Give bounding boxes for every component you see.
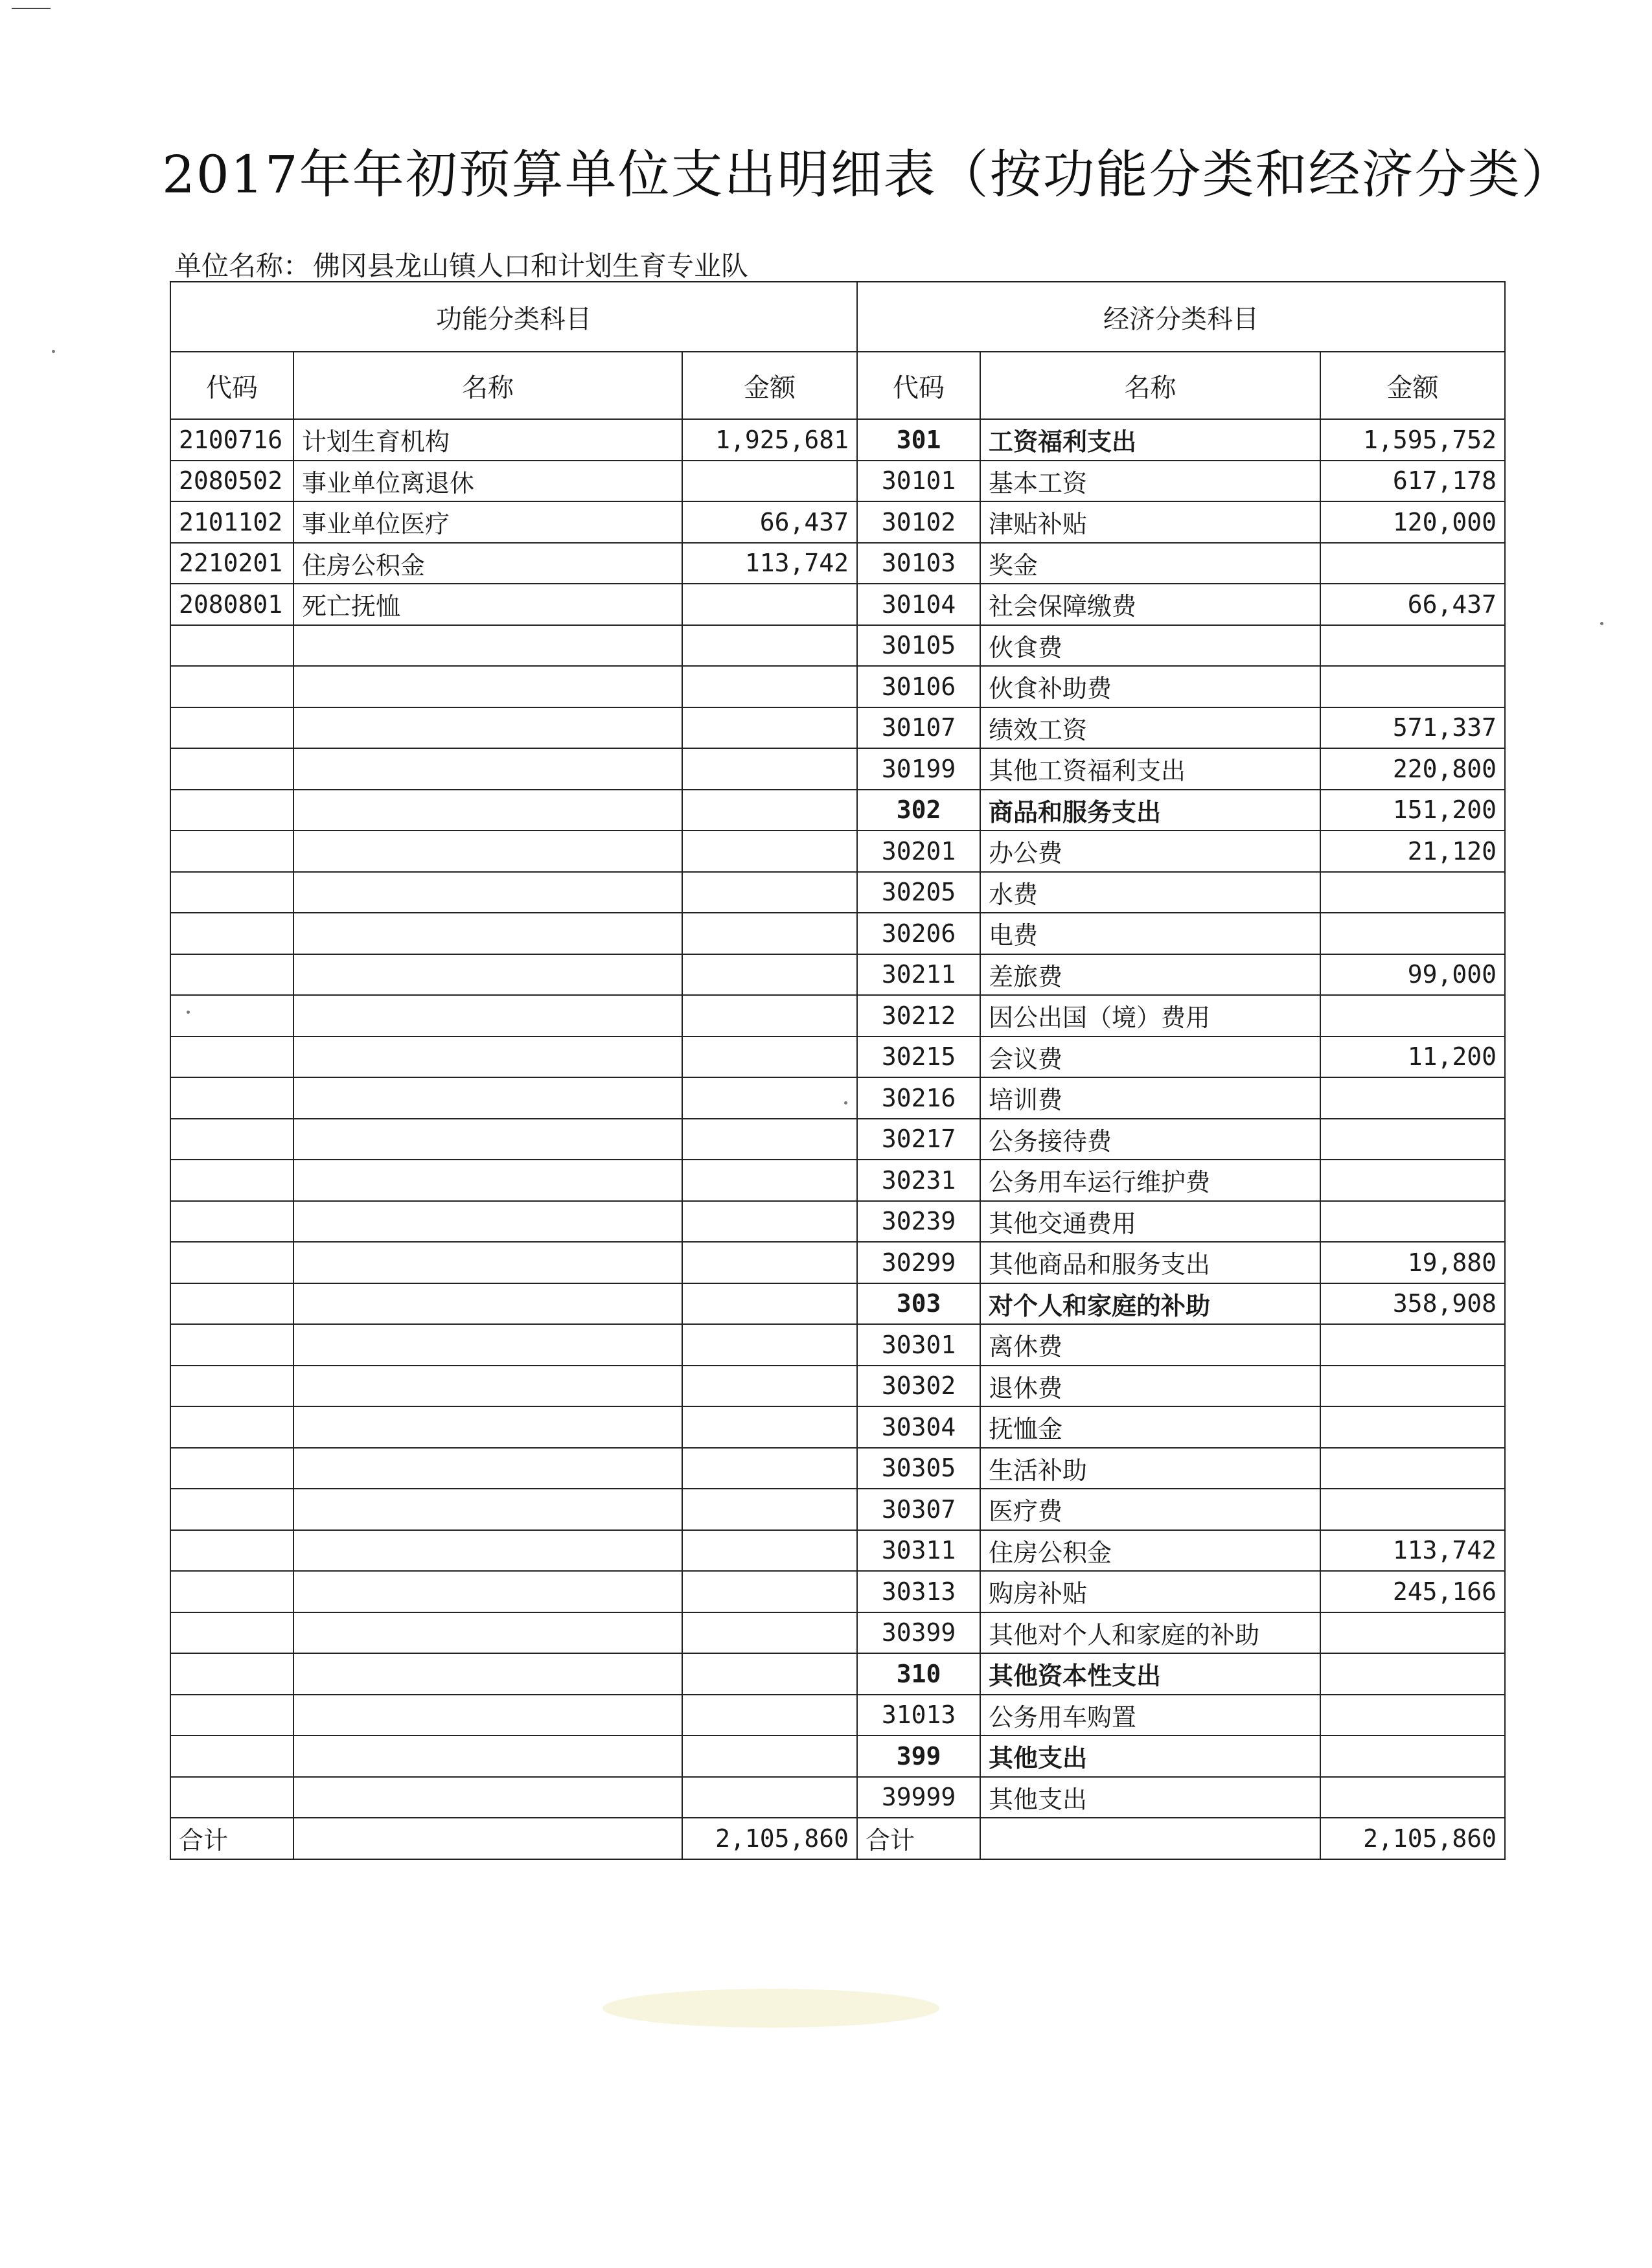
functional-name-cell — [293, 1366, 682, 1407]
functional-amount-cell — [682, 666, 857, 707]
functional-name-cell — [293, 1406, 682, 1448]
table-row — [170, 790, 1505, 831]
functional-amount-cell — [682, 1571, 857, 1612]
economic-name-cell: 办公费 — [980, 830, 1320, 872]
economic-amount-cell: 11,200 — [1320, 1037, 1505, 1078]
functional-name-cell — [293, 1160, 682, 1201]
header-group-row — [170, 282, 1505, 352]
table-row — [170, 1201, 1505, 1243]
economic-amount-cell: 571,337 — [1320, 707, 1505, 749]
table-row — [170, 461, 1505, 502]
functional-code-cell — [170, 1777, 293, 1818]
functional-name-cell — [293, 1530, 682, 1572]
functional-name-cell — [293, 625, 682, 667]
functional-code-cell — [170, 1489, 293, 1530]
table-row — [170, 1735, 1505, 1777]
table-row — [170, 1160, 1505, 1201]
table-row — [170, 1612, 1505, 1654]
functional-name-cell: 事业单位离退休 — [293, 461, 682, 502]
economic-code-cell: 30304 — [857, 1406, 980, 1448]
table-row — [170, 1366, 1505, 1407]
functional-name-cell — [293, 1735, 682, 1777]
economic-name-cell: 差旅费 — [980, 954, 1320, 996]
table-row — [170, 1077, 1505, 1119]
economic-name-cell: 医疗费 — [980, 1489, 1320, 1530]
functional-name-cell — [293, 1324, 682, 1366]
economic-name-cell: 其他商品和服务支出 — [980, 1242, 1320, 1283]
functional-code-cell: 2210201 — [170, 543, 293, 584]
table-row — [170, 1489, 1505, 1530]
economic-amount-cell: 245,166 — [1320, 1571, 1505, 1612]
table-row — [170, 1530, 1505, 1572]
economic-code-cell: 30301 — [857, 1324, 980, 1366]
functional-code-cell — [170, 1242, 293, 1283]
economic-code-cell: 303 — [857, 1283, 980, 1325]
functional-amount-cell — [682, 1201, 857, 1243]
economic-code-cell: 30299 — [857, 1242, 980, 1283]
economic-name-cell: 津贴补贴 — [980, 501, 1320, 543]
scan-speck — [1600, 622, 1603, 625]
table-row — [170, 584, 1505, 625]
functional-amount-cell — [682, 790, 857, 831]
functional-amount-cell — [682, 461, 857, 502]
economic-name-cell: 离休费 — [980, 1324, 1320, 1366]
functional-amount-cell: 66,437 — [682, 501, 857, 543]
economic-amount-cell — [1320, 543, 1505, 584]
functional-amount-cell — [682, 1612, 857, 1654]
table-row — [170, 1571, 1505, 1612]
economic-name-cell: 绩效工资 — [980, 707, 1320, 749]
economic-amount-cell: 1,595,752 — [1320, 419, 1505, 461]
functional-code-header: 代码 — [170, 352, 293, 419]
economic-amount-cell: 66,437 — [1320, 584, 1505, 625]
functional-code-cell — [170, 913, 293, 954]
economic-code-cell: 399 — [857, 1735, 980, 1777]
totals-row — [170, 1818, 1505, 1859]
economic-code-cell: 30101 — [857, 461, 980, 502]
economic-name-cell: 奖金 — [980, 543, 1320, 584]
economic-amount-header: 金额 — [1320, 352, 1505, 419]
economic-name-cell: 其他支出 — [980, 1777, 1320, 1818]
economic-name-cell: 住房公积金 — [980, 1530, 1320, 1572]
functional-amount-cell — [682, 1448, 857, 1489]
functional-amount-cell — [682, 872, 857, 913]
functional-amount-cell — [682, 1406, 857, 1448]
table-row — [170, 954, 1505, 996]
unit-line — [172, 245, 748, 284]
economic-name-cell: 电费 — [980, 913, 1320, 954]
functional-amount-cell — [682, 1530, 857, 1572]
economic-amount-cell — [1320, 913, 1505, 954]
table-row — [170, 666, 1505, 707]
economic-code-cell: 30311 — [857, 1530, 980, 1572]
economic-code-cell: 31013 — [857, 1695, 980, 1736]
functional-amount-cell — [682, 1653, 857, 1695]
functional-code-cell: 2080502 — [170, 461, 293, 502]
page-title: 2017年年初预算单位支出明细表（按功能分类和经济分类） — [162, 144, 1574, 205]
economic-name-cell: 公务接待费 — [980, 1119, 1320, 1160]
table-row — [170, 625, 1505, 667]
functional-code-cell — [170, 748, 293, 790]
economic-name-cell: 抚恤金 — [980, 1406, 1320, 1448]
table-row — [170, 1283, 1505, 1325]
functional-amount-cell — [682, 1324, 857, 1366]
table-row — [170, 748, 1505, 790]
economic-name-cell: 因公出国（境）费用 — [980, 995, 1320, 1037]
economic-amount-cell: 99,000 — [1320, 954, 1505, 996]
economic-code-cell: 30399 — [857, 1612, 980, 1654]
economic-amount-cell: 21,120 — [1320, 830, 1505, 872]
functional-code-cell — [170, 1160, 293, 1201]
functional-code-cell — [170, 1037, 293, 1078]
economic-code-cell: 30305 — [857, 1448, 980, 1489]
functional-code-cell — [170, 1406, 293, 1448]
economic-amount-cell: 617,178 — [1320, 461, 1505, 502]
economic-amount-cell — [1320, 1448, 1505, 1489]
table-row — [170, 1242, 1505, 1283]
functional-code-cell — [170, 1077, 293, 1119]
functional-amount-cell — [682, 1037, 857, 1078]
economic-code-cell: 30217 — [857, 1119, 980, 1160]
functional-amount-cell — [682, 1735, 857, 1777]
functional-amount-cell — [682, 1077, 857, 1119]
functional-code-cell — [170, 707, 293, 749]
functional-code-cell — [170, 1366, 293, 1407]
economic-amount-cell — [1320, 666, 1505, 707]
economic-code-cell: 30102 — [857, 501, 980, 543]
economic-code-cell: 30104 — [857, 584, 980, 625]
economic-name-cell: 工资福利支出 — [980, 419, 1320, 461]
economic-name-cell: 会议费 — [980, 1037, 1320, 1078]
functional-name-cell — [293, 748, 682, 790]
functional-name-cell — [293, 1119, 682, 1160]
unit-name: 佛冈县龙山镇人口和计划生育专业队 — [313, 250, 749, 282]
scan-speck — [52, 350, 55, 353]
economic-name-cell: 其他对个人和家庭的补助 — [980, 1612, 1320, 1654]
functional-code-cell: 2080801 — [170, 584, 293, 625]
economic-name-cell: 购房补贴 — [980, 1571, 1320, 1612]
functional-amount-cell — [682, 1366, 857, 1407]
functional-name-cell — [293, 1077, 682, 1119]
functional-name-cell — [293, 1448, 682, 1489]
economic-code-cell: 30307 — [857, 1489, 980, 1530]
functional-amount-cell — [682, 1242, 857, 1283]
header-column-row — [170, 352, 1505, 419]
functional-code-cell — [170, 1653, 293, 1695]
functional-name-cell — [293, 790, 682, 831]
economic-amount-cell — [1320, 1160, 1505, 1201]
economic-code-cell: 30206 — [857, 913, 980, 954]
economic-code-cell: 30215 — [857, 1037, 980, 1078]
economic-code-cell: 30231 — [857, 1160, 980, 1201]
functional-amount-cell — [682, 625, 857, 667]
functional-code-cell — [170, 995, 293, 1037]
unit-label: 单位名称： — [174, 250, 311, 282]
functional-code-cell — [170, 1324, 293, 1366]
economic-name-cell: 培训费 — [980, 1077, 1320, 1119]
table-row — [170, 1406, 1505, 1448]
functional-code-cell — [170, 872, 293, 913]
functional-amount-cell — [682, 913, 857, 954]
economic-amount-cell: 358,908 — [1320, 1283, 1505, 1325]
functional-amount-cell — [682, 1489, 857, 1530]
functional-name-cell — [293, 954, 682, 996]
table-row — [170, 1324, 1505, 1366]
economic-amount-cell: 113,742 — [1320, 1530, 1505, 1572]
economic-total-label: 合计 — [857, 1818, 980, 1859]
economic-amount-cell — [1320, 1366, 1505, 1407]
economic-name-cell: 公务用车购置 — [980, 1695, 1320, 1736]
functional-name-cell — [293, 1489, 682, 1530]
economic-name-cell: 其他交通费用 — [980, 1201, 1320, 1243]
functional-code-cell: 2101102 — [170, 501, 293, 543]
scan-smudge — [602, 1989, 939, 2028]
economic-amount-cell: 19,880 — [1320, 1242, 1505, 1283]
table-row — [170, 830, 1505, 872]
functional-code-cell — [170, 830, 293, 872]
economic-amount-cell — [1320, 1324, 1505, 1366]
functional-name-cell — [293, 1037, 682, 1078]
table-row — [170, 707, 1505, 749]
economic-code-cell: 30313 — [857, 1571, 980, 1612]
functional-total-blank — [293, 1818, 682, 1859]
functional-code-cell — [170, 1735, 293, 1777]
economic-name-cell: 基本工资 — [980, 461, 1320, 502]
functional-name-cell — [293, 1612, 682, 1654]
table-row — [170, 543, 1505, 584]
economic-code-cell: 30205 — [857, 872, 980, 913]
functional-name-cell — [293, 1201, 682, 1243]
economic-total-amount: 2,105,860 — [1320, 1818, 1505, 1859]
economic-amount-cell — [1320, 625, 1505, 667]
economic-code-cell: 30302 — [857, 1366, 980, 1407]
functional-name-header: 名称 — [293, 352, 682, 419]
functional-amount-cell: 1,925,681 — [682, 419, 857, 461]
functional-name-cell: 住房公积金 — [293, 543, 682, 584]
functional-amount-cell — [682, 584, 857, 625]
economic-amount-cell — [1320, 1489, 1505, 1530]
functional-code-cell — [170, 790, 293, 831]
economic-name-cell: 水费 — [980, 872, 1320, 913]
economic-code-cell: 39999 — [857, 1777, 980, 1818]
economic-amount-cell: 220,800 — [1320, 748, 1505, 790]
functional-amount-header: 金额 — [682, 352, 857, 419]
economic-name-cell: 其他资本性支出 — [980, 1653, 1320, 1695]
expenditure-table — [170, 281, 1506, 1860]
economic-amount-cell — [1320, 1777, 1505, 1818]
economic-name-cell: 对个人和家庭的补助 — [980, 1283, 1320, 1325]
economic-code-cell: 30212 — [857, 995, 980, 1037]
economic-amount-cell — [1320, 1077, 1505, 1119]
functional-code-cell — [170, 954, 293, 996]
economic-amount-cell — [1320, 1653, 1505, 1695]
functional-amount-cell — [682, 995, 857, 1037]
economic-code-cell: 30107 — [857, 707, 980, 749]
functional-amount-cell — [682, 1160, 857, 1201]
economic-amount-cell — [1320, 1119, 1505, 1160]
functional-total-amount: 2,105,860 — [682, 1818, 857, 1859]
economic-name-cell: 其他工资福利支出 — [980, 748, 1320, 790]
functional-code-cell — [170, 1119, 293, 1160]
economic-name-cell: 生活补助 — [980, 1448, 1320, 1489]
economic-code-cell: 30201 — [857, 830, 980, 872]
functional-code-cell — [170, 1612, 293, 1654]
economic-code-cell: 30199 — [857, 748, 980, 790]
economic-name-cell: 商品和服务支出 — [980, 790, 1320, 831]
functional-name-cell — [293, 872, 682, 913]
economic-amount-cell — [1320, 1201, 1505, 1243]
table-row — [170, 501, 1505, 543]
economic-name-cell: 其他支出 — [980, 1735, 1320, 1777]
functional-code-cell — [170, 1571, 293, 1612]
economic-name-cell: 退休费 — [980, 1366, 1320, 1407]
economic-code-cell: 310 — [857, 1653, 980, 1695]
functional-name-cell — [293, 830, 682, 872]
functional-amount-cell — [682, 1695, 857, 1736]
table-row — [170, 1119, 1505, 1160]
functional-name-cell: 计划生育机构 — [293, 419, 682, 461]
table-row — [170, 1037, 1505, 1078]
table-row — [170, 1695, 1505, 1736]
economic-code-cell: 30239 — [857, 1201, 980, 1243]
economic-group-header: 经济分类科目 — [857, 282, 1505, 352]
economic-total-blank — [980, 1818, 1320, 1859]
functional-name-cell — [293, 1571, 682, 1612]
functional-name-cell — [293, 1653, 682, 1695]
functional-name-cell — [293, 666, 682, 707]
functional-name-cell — [293, 995, 682, 1037]
functional-code-cell — [170, 1283, 293, 1325]
functional-name-cell — [293, 1242, 682, 1283]
economic-code-cell: 301 — [857, 419, 980, 461]
functional-amount-cell — [682, 1119, 857, 1160]
economic-code-cell: 30103 — [857, 543, 980, 584]
economic-code-cell: 30216 — [857, 1077, 980, 1119]
economic-amount-cell — [1320, 995, 1505, 1037]
scan-corner-mark — [12, 8, 51, 9]
table-row — [170, 995, 1505, 1037]
economic-amount-cell — [1320, 1406, 1505, 1448]
economic-name-cell: 伙食费 — [980, 625, 1320, 667]
economic-name-cell: 社会保障缴费 — [980, 584, 1320, 625]
functional-amount-cell — [682, 1283, 857, 1325]
functional-code-cell — [170, 625, 293, 667]
economic-name-cell: 伙食补助费 — [980, 666, 1320, 707]
functional-code-cell — [170, 1448, 293, 1489]
functional-name-cell — [293, 913, 682, 954]
functional-name-cell — [293, 707, 682, 749]
functional-code-cell — [170, 1201, 293, 1243]
functional-code-cell: 2100716 — [170, 419, 293, 461]
functional-amount-cell — [682, 1777, 857, 1818]
economic-name-header: 名称 — [980, 352, 1320, 419]
table-row — [170, 1448, 1505, 1489]
table-row — [170, 1777, 1505, 1818]
table-row — [170, 913, 1505, 954]
functional-code-cell — [170, 1695, 293, 1736]
economic-amount-cell — [1320, 872, 1505, 913]
table-row — [170, 872, 1505, 913]
functional-code-cell — [170, 1530, 293, 1572]
economic-code-cell: 30106 — [857, 666, 980, 707]
functional-amount-cell — [682, 707, 857, 749]
functional-amount-cell: 113,742 — [682, 543, 857, 584]
economic-amount-cell: 120,000 — [1320, 501, 1505, 543]
functional-name-cell: 死亡抚恤 — [293, 584, 682, 625]
economic-amount-cell — [1320, 1695, 1505, 1736]
economic-code-cell: 30105 — [857, 625, 980, 667]
economic-code-header: 代码 — [857, 352, 980, 419]
economic-amount-cell: 151,200 — [1320, 790, 1505, 831]
table-row — [170, 419, 1505, 461]
functional-code-cell — [170, 666, 293, 707]
functional-name-cell: 事业单位医疗 — [293, 501, 682, 543]
functional-total-label: 合计 — [170, 1818, 293, 1859]
functional-amount-cell — [682, 954, 857, 996]
economic-name-cell: 公务用车运行维护费 — [980, 1160, 1320, 1201]
functional-amount-cell — [682, 748, 857, 790]
table-row — [170, 1653, 1505, 1695]
functional-name-cell — [293, 1777, 682, 1818]
functional-name-cell — [293, 1283, 682, 1325]
functional-name-cell — [293, 1695, 682, 1736]
economic-amount-cell — [1320, 1612, 1505, 1654]
functional-amount-cell — [682, 830, 857, 872]
economic-code-cell: 30211 — [857, 954, 980, 996]
functional-group-header: 功能分类科目 — [170, 282, 857, 352]
economic-code-cell: 302 — [857, 790, 980, 831]
economic-amount-cell — [1320, 1735, 1505, 1777]
